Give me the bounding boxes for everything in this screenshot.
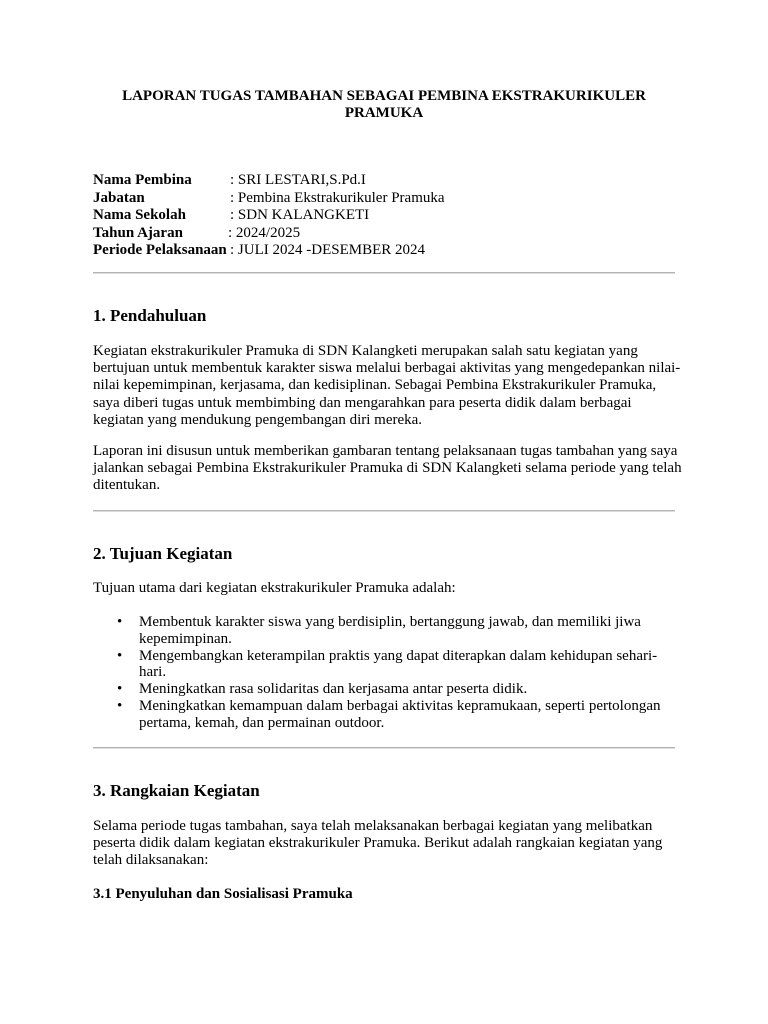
- list-item-text: Mengembangkan keterampilan praktis yang dapat diterapkan dalam kehidupan sehari-hari.: [139, 647, 658, 681]
- info-value: : SDN KALANGKETI: [230, 207, 370, 223]
- info-row-periode: [93, 242, 683, 260]
- info-label: Periode Pelaksanaan: [93, 242, 227, 258]
- list-item-text: Meningkatkan kemampuan dalam berbagai aktivitas kepramukaan, seperti pertolongan pertama, kemah, dan permainan outdoor.: [139, 697, 661, 731]
- bullet-icon: •: [117, 614, 123, 630]
- list-item: [93, 648, 683, 682]
- info-label: Tahun Ajaran: [93, 224, 183, 241]
- bullet-icon: •: [117, 697, 123, 714]
- bullet-icon: •: [117, 647, 123, 664]
- info-row-nama-pembina: [93, 172, 683, 190]
- horizontal-rule: [93, 272, 675, 274]
- paragraph: Laporan ini disusun untuk memberikan gambaran tentang pelaksanaan tugas tambahan yang saya jalankan sebagai Pembina Ekstrakurikuler Pramuka di SDN Kalangketi selama periode yang telah ditentukan.: [93, 443, 682, 494]
- paragraph: Selama periode tugas tambahan, saya telah melaksanakan berbagai kegiatan yang melibatkan peserta didik dalam kegiatan ekstrakurikuler Pramuka. Berikut adalah rangkaian kegiatan yang telah dilaksanakan:: [93, 818, 663, 869]
- section-heading-pendahuluan: 1. Pendahuluan: [93, 306, 207, 325]
- info-value: : 2024/2025: [228, 224, 301, 241]
- subsection-heading: 3.1 Penyuluhan dan Sosialisasi Pramuka: [93, 886, 353, 902]
- objectives-list: [93, 614, 683, 732]
- info-label: Nama Sekolah: [93, 207, 186, 223]
- list-item: [93, 681, 683, 698]
- document-title: LAPORAN TUGAS TAMBAHAN SEBAGAI PEMBINA EKSTRAKURIKULER PRAMUKA: [122, 88, 646, 121]
- section-heading-tujuan: 2. Tujuan Kegiatan: [93, 544, 233, 563]
- info-block: [93, 172, 683, 260]
- info-label: Jabatan: [93, 189, 145, 206]
- section-heading-rangkaian: 3. Rangkaian Kegiatan: [93, 781, 260, 800]
- paragraph: Tujuan utama dari kegiatan ekstrakurikuler Pramuka adalah:: [93, 580, 456, 596]
- info-value: : Pembina Ekstrakurikuler Pramuka: [230, 189, 445, 206]
- info-row-nama-sekolah: [93, 207, 683, 225]
- list-item-text: Membentuk karakter siswa yang berdisiplin, bertanggung jawab, dan memiliki jiwa kepemimpinan.: [139, 614, 641, 647]
- paragraph: Kegiatan ekstrakurikuler Pramuka di SDN Kalangketi merupakan salah satu kegiatan yang bertujuan untuk membentuk karakter siswa melalui berbagai aktivitas yang mengedepankan nilai-nilai kepemimpinan, kerjasama, dan kedisiplinan. Sebagai Pembina Ekstrakurikuler Pramuka, saya diberi tugas untuk membimbing dan mengarahkan para peserta didik dalam berbagai kegiatan yang mendukung pengembangan diri mereka.: [93, 343, 681, 428]
- list-item: [93, 614, 683, 648]
- list-item: [93, 698, 683, 732]
- info-value: : SRI LESTARI,S.Pd.I: [230, 172, 366, 188]
- info-value: : JULI 2024 -DESEMBER 2024: [230, 242, 425, 258]
- horizontal-rule: [93, 747, 675, 749]
- horizontal-rule: [93, 510, 675, 512]
- info-row-tahun-ajaran: [93, 225, 683, 243]
- list-item-text: Meningkatkan rasa solidaritas dan kerjasama antar peserta didik.: [139, 681, 528, 698]
- bullet-icon: •: [117, 681, 123, 698]
- info-label: Nama Pembina: [93, 172, 192, 188]
- info-row-jabatan: [93, 190, 683, 208]
